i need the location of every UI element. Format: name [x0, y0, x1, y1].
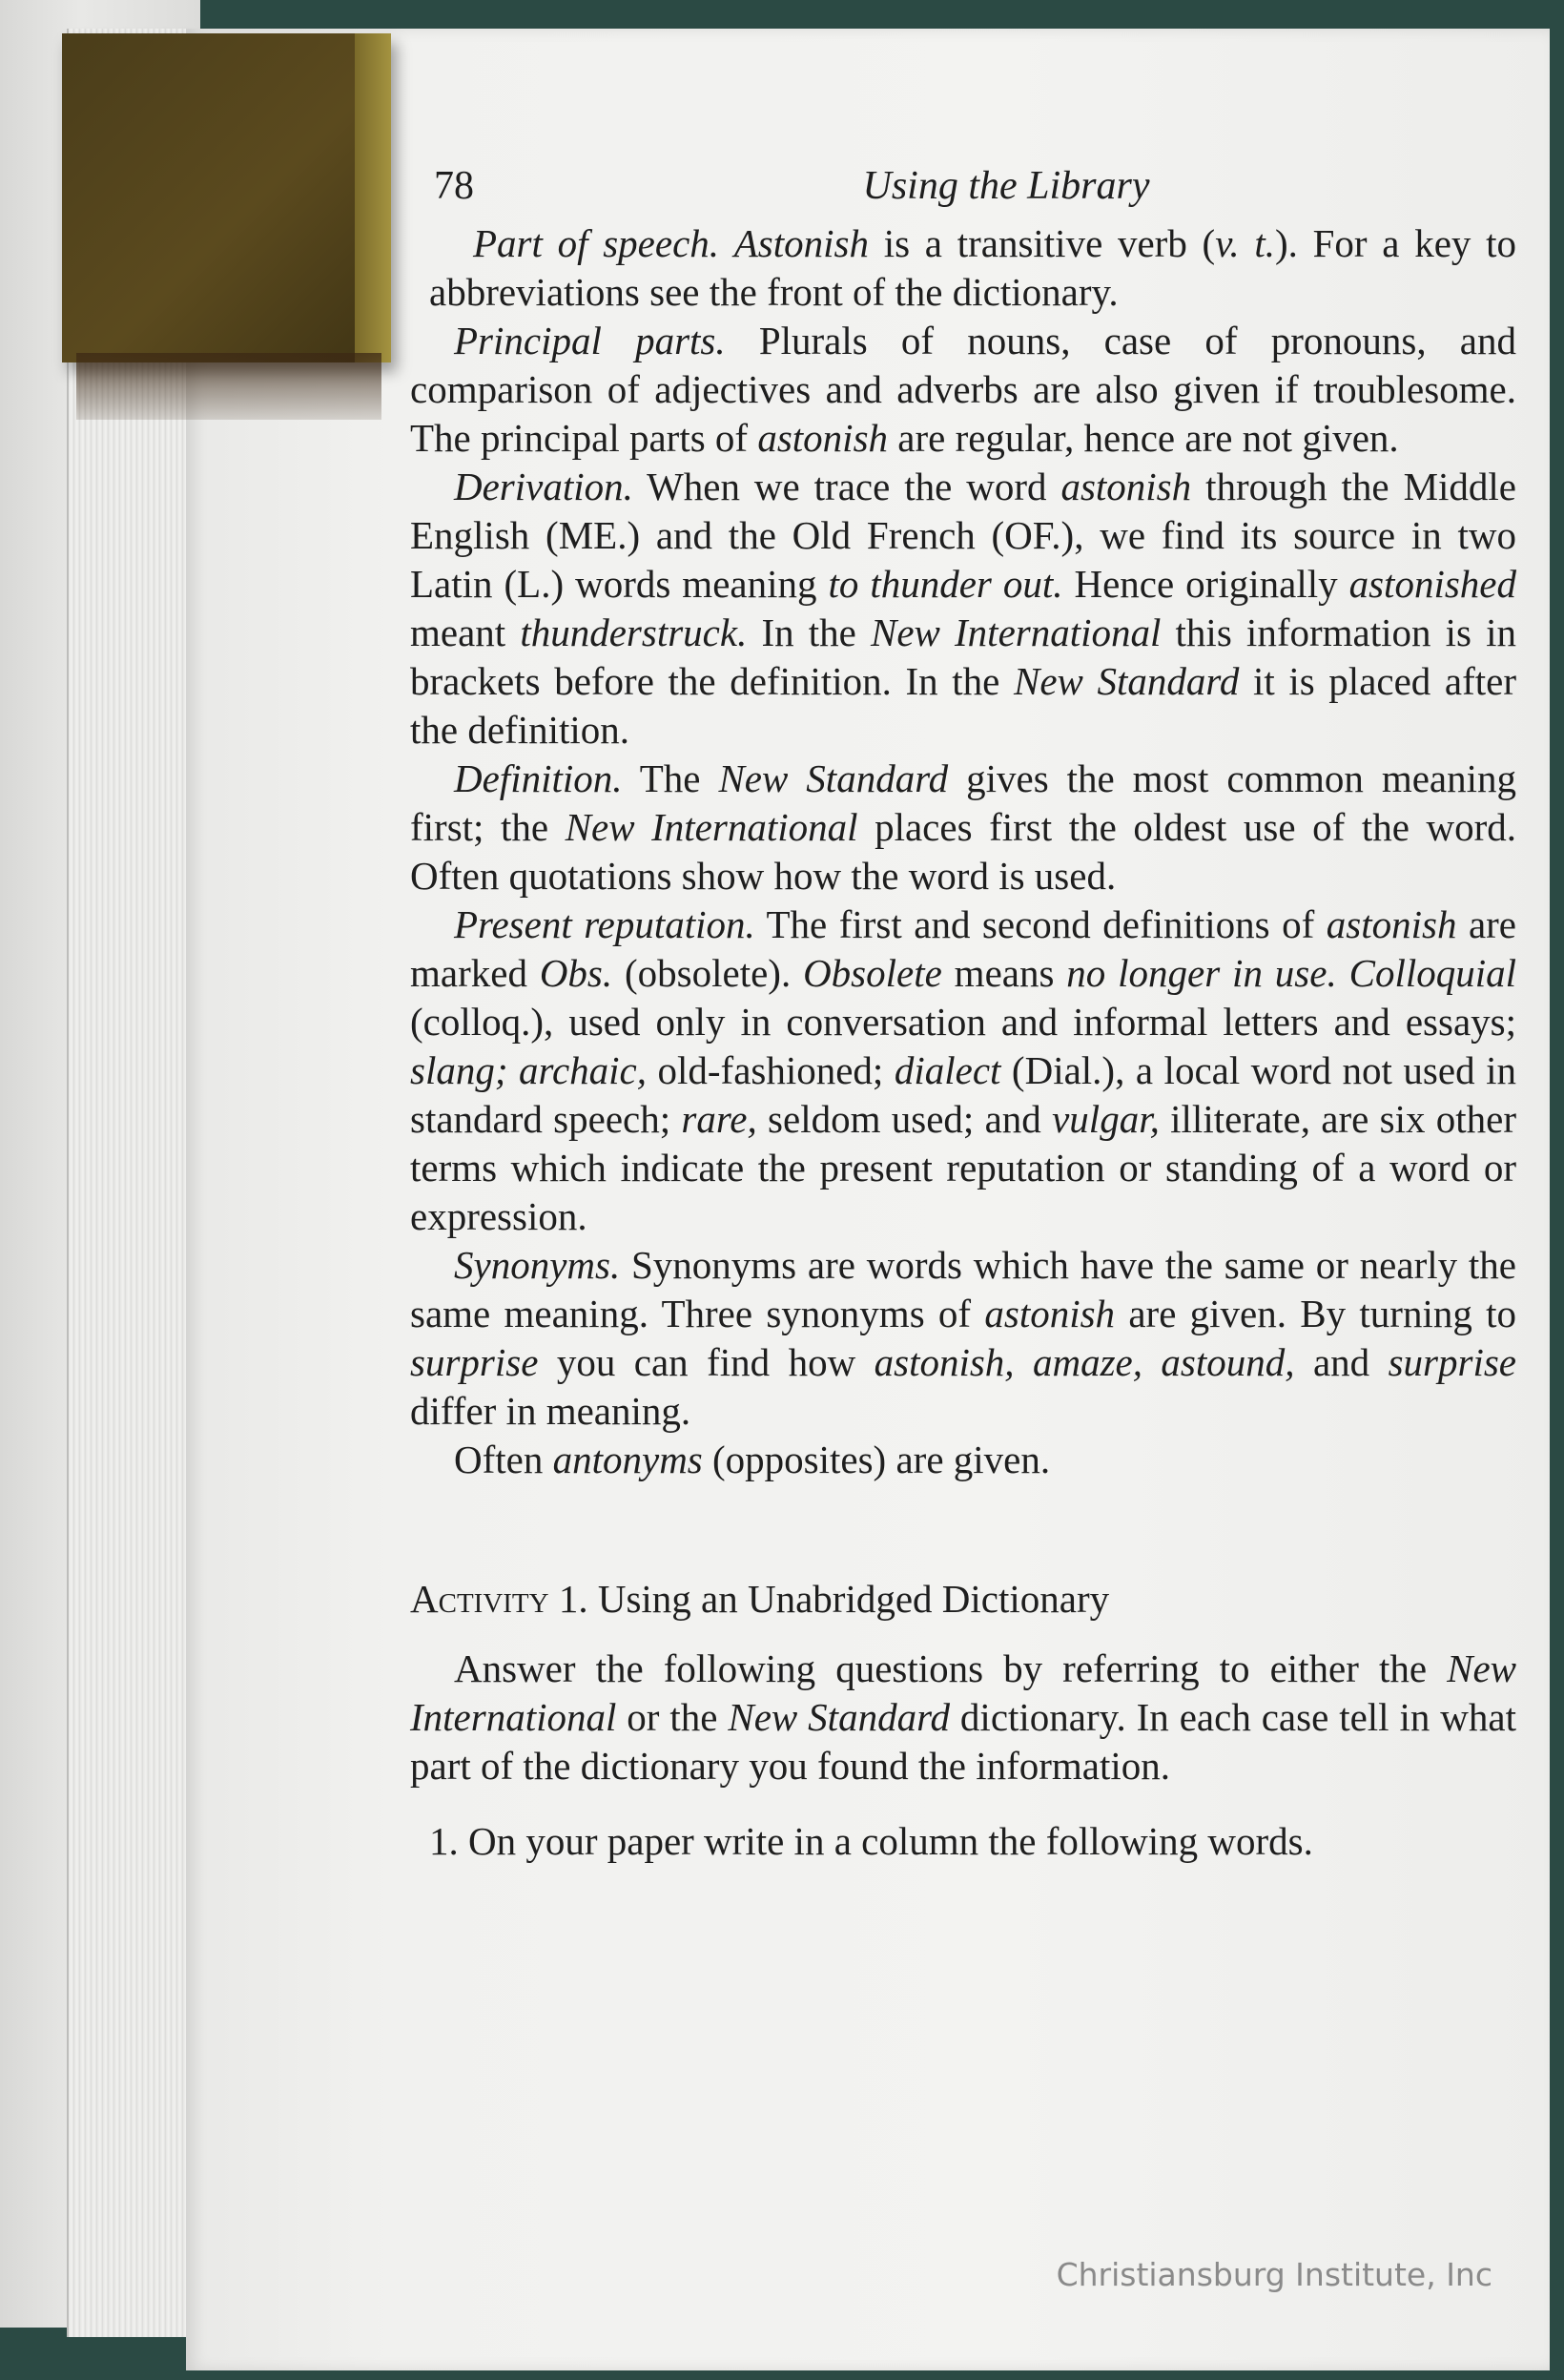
paragraph-derivation: Derivation. When we trace the word astonish through the Middle English (ME.) and the Old French (OF.), we find its source in two Latin (L.) words meaning to thunder out. Hence originally astonished meant thunderstruck. In the New International this information is in brackets before the definition. In the New Standard it is placed after the definition. [410, 465, 1517, 752]
page-number: 78 [434, 164, 474, 208]
page-content [410, 153, 1516, 1866]
paragraph-principal-parts: Principal parts. Plurals of nouns, case of pronouns, and comparison of adjectives and adverbs are also given if troublesome. The principal parts of astonish are regular, hence are not given. [410, 319, 1516, 460]
paragraph-part-of-speech: Part of speech. Astonish is a transitive verb (v. t.). For a key to abbreviations see the front of the dictionary. [429, 221, 1517, 314]
paragraph-synonyms: Synonyms. Synonyms are words which have the same or nearly the same meaning. Three synonyms of astonish are given. By turning to surprise you can find how astonish, amaze, astound, and surprise differ in meaning. [410, 1243, 1516, 1433]
activity-heading: Activity 1. Using an Unabridged Dictionary [410, 1577, 1110, 1621]
paragraph-antonyms: Often antonyms (opposites) are given. [454, 1438, 1051, 1481]
activity-question-1: 1. On your paper write in a column the following words. [429, 1819, 1313, 1863]
page-header [410, 153, 1516, 219]
index-tab-shadow [76, 353, 381, 420]
index-tab [62, 33, 391, 362]
paragraph-present-reputation: Present reputation. The first and second definitions of astonish are marked Obs. (obsolete). Obsolete means no longer in use. Colloquial (colloq.), used only in conversation and informal letters and essays; slang; archaic, old-fashioned; dialect (Dial.), a local word not used in standard speech; rare, seldom used; and vulgar, illiterate, are six other terms which indicate the present reputation or standing of a word or expression. [410, 902, 1517, 1238]
watermark: Christiansburg Institute, Inc [1056, 2256, 1492, 2293]
activity-instructions: Answer the following questions by referring to either the New International or the New Standard dictionary. In each case tell in what part of the dictionary you found the information. [410, 1646, 1516, 1788]
running-title: Using the Library [862, 164, 1150, 208]
paragraph-definition: Definition. The New Standard gives the most common meaning first; the New International places first the oldest use of the word. Often quotations show how the word is used. [410, 756, 1517, 898]
